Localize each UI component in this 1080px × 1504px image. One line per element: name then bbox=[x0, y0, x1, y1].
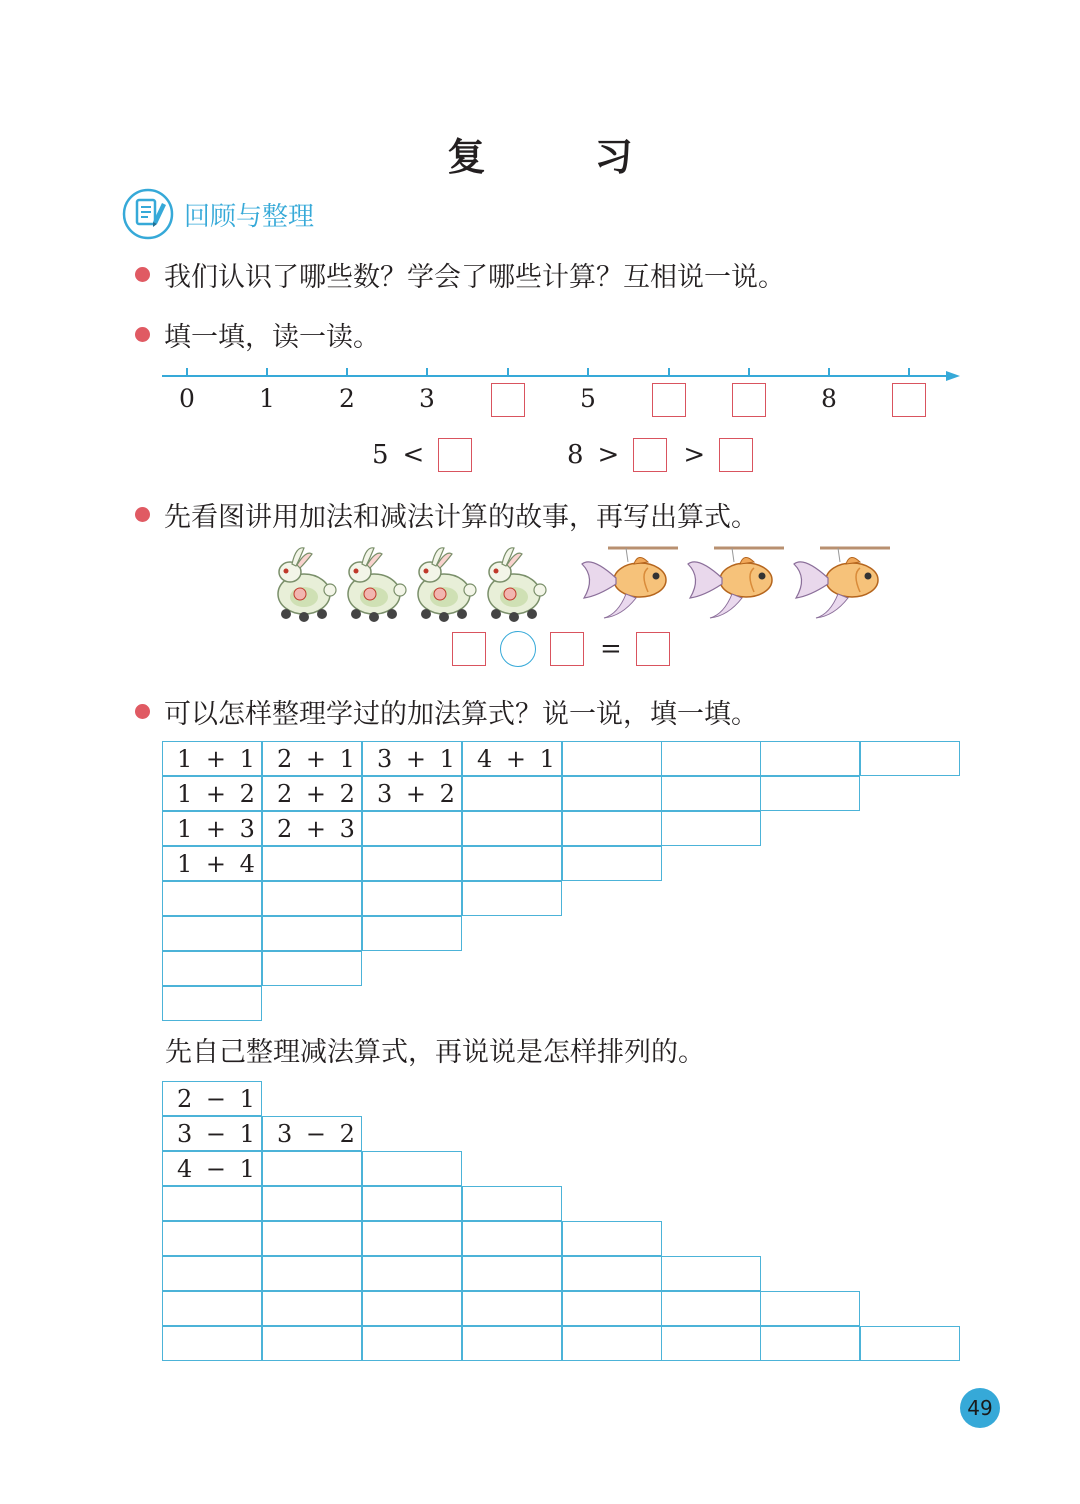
prompt-4-text: 可以怎样整理学过的加法算式？说一说，填一填。 bbox=[164, 699, 758, 730]
comparison-blank[interactable] bbox=[719, 438, 753, 472]
addition-cell-blank[interactable] bbox=[562, 846, 662, 881]
subtraction-cell: 4 − 1 bbox=[162, 1151, 262, 1186]
addition-cell-blank[interactable] bbox=[462, 776, 562, 811]
number-line-label: 3 bbox=[419, 384, 435, 413]
number-line-label: 8 bbox=[821, 384, 837, 413]
subtraction-cell-blank[interactable] bbox=[262, 1256, 362, 1291]
addition-cell: 2 + 1 bbox=[262, 741, 362, 776]
greater-than-sign: > bbox=[683, 440, 706, 470]
greater-than-sign: > bbox=[597, 440, 620, 470]
subtraction-cell-blank[interactable] bbox=[362, 1151, 462, 1186]
addition-cell: 3 + 2 bbox=[362, 776, 462, 811]
subtraction-cell-blank[interactable] bbox=[162, 1291, 262, 1326]
comparison-blank[interactable] bbox=[438, 438, 472, 472]
addition-cell: 1 + 4 bbox=[162, 846, 262, 881]
addition-cell-blank[interactable] bbox=[462, 811, 562, 846]
addition-cell-blank[interactable] bbox=[162, 986, 262, 1021]
subtraction-cell: 2 − 1 bbox=[162, 1081, 262, 1116]
addition-cell-blank[interactable] bbox=[760, 776, 860, 811]
addition-cell-blank[interactable] bbox=[262, 881, 362, 916]
subtraction-cell-blank[interactable] bbox=[262, 1221, 362, 1256]
bullet-icon bbox=[135, 327, 150, 342]
addition-cell-blank[interactable] bbox=[661, 741, 761, 776]
number-line-label: 2 bbox=[339, 384, 355, 413]
number-line-blank[interactable] bbox=[732, 383, 766, 417]
lantern-picture bbox=[270, 538, 890, 624]
subtraction-cell-blank[interactable] bbox=[462, 1326, 562, 1361]
subtraction-cell: 3 − 2 bbox=[262, 1116, 362, 1151]
equation-blank[interactable] bbox=[452, 632, 486, 666]
comparison-number: 8 bbox=[567, 440, 584, 470]
less-than-sign: < bbox=[402, 440, 425, 470]
prompt-1 bbox=[135, 255, 785, 294]
addition-cell: 1 + 1 bbox=[162, 741, 262, 776]
prompt-5-text: 先自己整理减法算式，再说说是怎样排列的。 bbox=[165, 1037, 705, 1068]
prompt-3-text: 先看图讲用加法和减法计算的故事，再写出算式。 bbox=[164, 502, 758, 533]
subtraction-cell-blank[interactable] bbox=[362, 1326, 462, 1361]
addition-cell-blank[interactable] bbox=[760, 741, 860, 776]
addition-cell: 1 + 2 bbox=[162, 776, 262, 811]
subtraction-cell-blank[interactable] bbox=[661, 1291, 761, 1326]
addition-cell-blank[interactable] bbox=[262, 846, 362, 881]
subtraction-cell-blank[interactable] bbox=[760, 1291, 860, 1326]
addition-cell-blank[interactable] bbox=[661, 811, 761, 846]
number-line-blank[interactable] bbox=[892, 383, 926, 417]
comparison-right bbox=[567, 438, 753, 472]
addition-cell-blank[interactable] bbox=[162, 916, 262, 951]
addition-cell-blank[interactable] bbox=[562, 741, 662, 776]
number-line-blank[interactable] bbox=[491, 383, 525, 417]
subtraction-cell-blank[interactable] bbox=[860, 1326, 960, 1361]
prompt-3 bbox=[135, 495, 758, 534]
subtraction-cell-blank[interactable] bbox=[162, 1221, 262, 1256]
subtraction-cell: 3 − 1 bbox=[162, 1116, 262, 1151]
equals-sign: = bbox=[600, 634, 622, 664]
subtraction-cell-blank[interactable] bbox=[362, 1256, 462, 1291]
subtraction-cell-blank[interactable] bbox=[262, 1186, 362, 1221]
prompt-2 bbox=[135, 315, 380, 354]
number-line-blank[interactable] bbox=[652, 383, 686, 417]
addition-cell-blank[interactable] bbox=[262, 916, 362, 951]
subtraction-cell-blank[interactable] bbox=[362, 1186, 462, 1221]
addition-cell-blank[interactable] bbox=[661, 776, 761, 811]
section-label: 回顾与整理 bbox=[184, 201, 315, 232]
bullet-icon bbox=[135, 507, 150, 522]
number-line-label: 0 bbox=[179, 384, 195, 413]
operator-blank[interactable] bbox=[500, 631, 536, 667]
number-line-label: 5 bbox=[580, 384, 596, 413]
subtraction-cell-blank[interactable] bbox=[462, 1221, 562, 1256]
addition-cell-blank[interactable] bbox=[462, 881, 562, 916]
addition-cell-blank[interactable] bbox=[362, 811, 462, 846]
subtraction-cell-blank[interactable] bbox=[362, 1221, 462, 1256]
subtraction-cell-blank[interactable] bbox=[262, 1151, 362, 1186]
bullet-icon bbox=[135, 704, 150, 719]
subtraction-cell-blank[interactable] bbox=[162, 1256, 262, 1291]
addition-cell: 3 + 1 bbox=[362, 741, 462, 776]
subtraction-cell-blank[interactable] bbox=[562, 1256, 662, 1291]
comparison-blank[interactable] bbox=[633, 438, 667, 472]
subtraction-cell-blank[interactable] bbox=[462, 1291, 562, 1326]
notebook-pencil-icon bbox=[122, 188, 174, 240]
addition-cell-blank[interactable] bbox=[562, 776, 662, 811]
subtraction-cell-blank[interactable] bbox=[462, 1256, 562, 1291]
subtraction-cell-blank[interactable] bbox=[462, 1186, 562, 1221]
addition-cell: 2 + 2 bbox=[262, 776, 362, 811]
subtraction-cell-blank[interactable] bbox=[661, 1326, 761, 1361]
equation-blank[interactable] bbox=[550, 632, 584, 666]
subtraction-cell-blank[interactable] bbox=[661, 1256, 761, 1291]
addition-cell-blank[interactable] bbox=[860, 741, 960, 776]
subtraction-cell-blank[interactable] bbox=[262, 1326, 362, 1361]
addition-cell-blank[interactable] bbox=[162, 881, 262, 916]
addition-cell-blank[interactable] bbox=[262, 951, 362, 986]
subtraction-cell-blank[interactable] bbox=[562, 1291, 662, 1326]
subtraction-cell-blank[interactable] bbox=[562, 1221, 662, 1256]
addition-cell: 2 + 3 bbox=[262, 811, 362, 846]
subtraction-cell-blank[interactable] bbox=[262, 1291, 362, 1326]
bullet-icon bbox=[135, 267, 150, 282]
subtraction-cell-blank[interactable] bbox=[162, 1186, 262, 1221]
page-title: 复 习 bbox=[447, 135, 681, 179]
addition-cell-blank[interactable] bbox=[162, 951, 262, 986]
subtraction-cell-blank[interactable] bbox=[362, 1291, 462, 1326]
number-line-label: 1 bbox=[259, 384, 275, 413]
prompt-1-text: 我们认识了哪些数？学会了哪些计算？互相说一说。 bbox=[164, 262, 785, 293]
addition-cell: 1 + 3 bbox=[162, 811, 262, 846]
equation-blank[interactable] bbox=[636, 632, 670, 666]
subtraction-cell-blank[interactable] bbox=[562, 1326, 662, 1361]
prompt-4 bbox=[135, 692, 758, 731]
prompt-2-text: 填一填，读一读。 bbox=[164, 322, 380, 353]
addition-cell-blank[interactable] bbox=[562, 811, 662, 846]
addition-cell-blank[interactable] bbox=[362, 846, 462, 881]
comparison-number: 5 bbox=[372, 440, 389, 470]
subtraction-cell-blank[interactable] bbox=[760, 1326, 860, 1361]
subtraction-cell-blank[interactable] bbox=[162, 1326, 262, 1361]
comparison-left bbox=[372, 438, 472, 472]
addition-cell-blank[interactable] bbox=[362, 916, 462, 951]
addition-cell: 4 + 1 bbox=[462, 741, 562, 776]
equation bbox=[452, 632, 670, 666]
page-number: 49 bbox=[960, 1388, 1000, 1428]
addition-cell-blank[interactable] bbox=[362, 881, 462, 916]
section-header bbox=[122, 188, 314, 240]
addition-cell-blank[interactable] bbox=[462, 846, 562, 881]
